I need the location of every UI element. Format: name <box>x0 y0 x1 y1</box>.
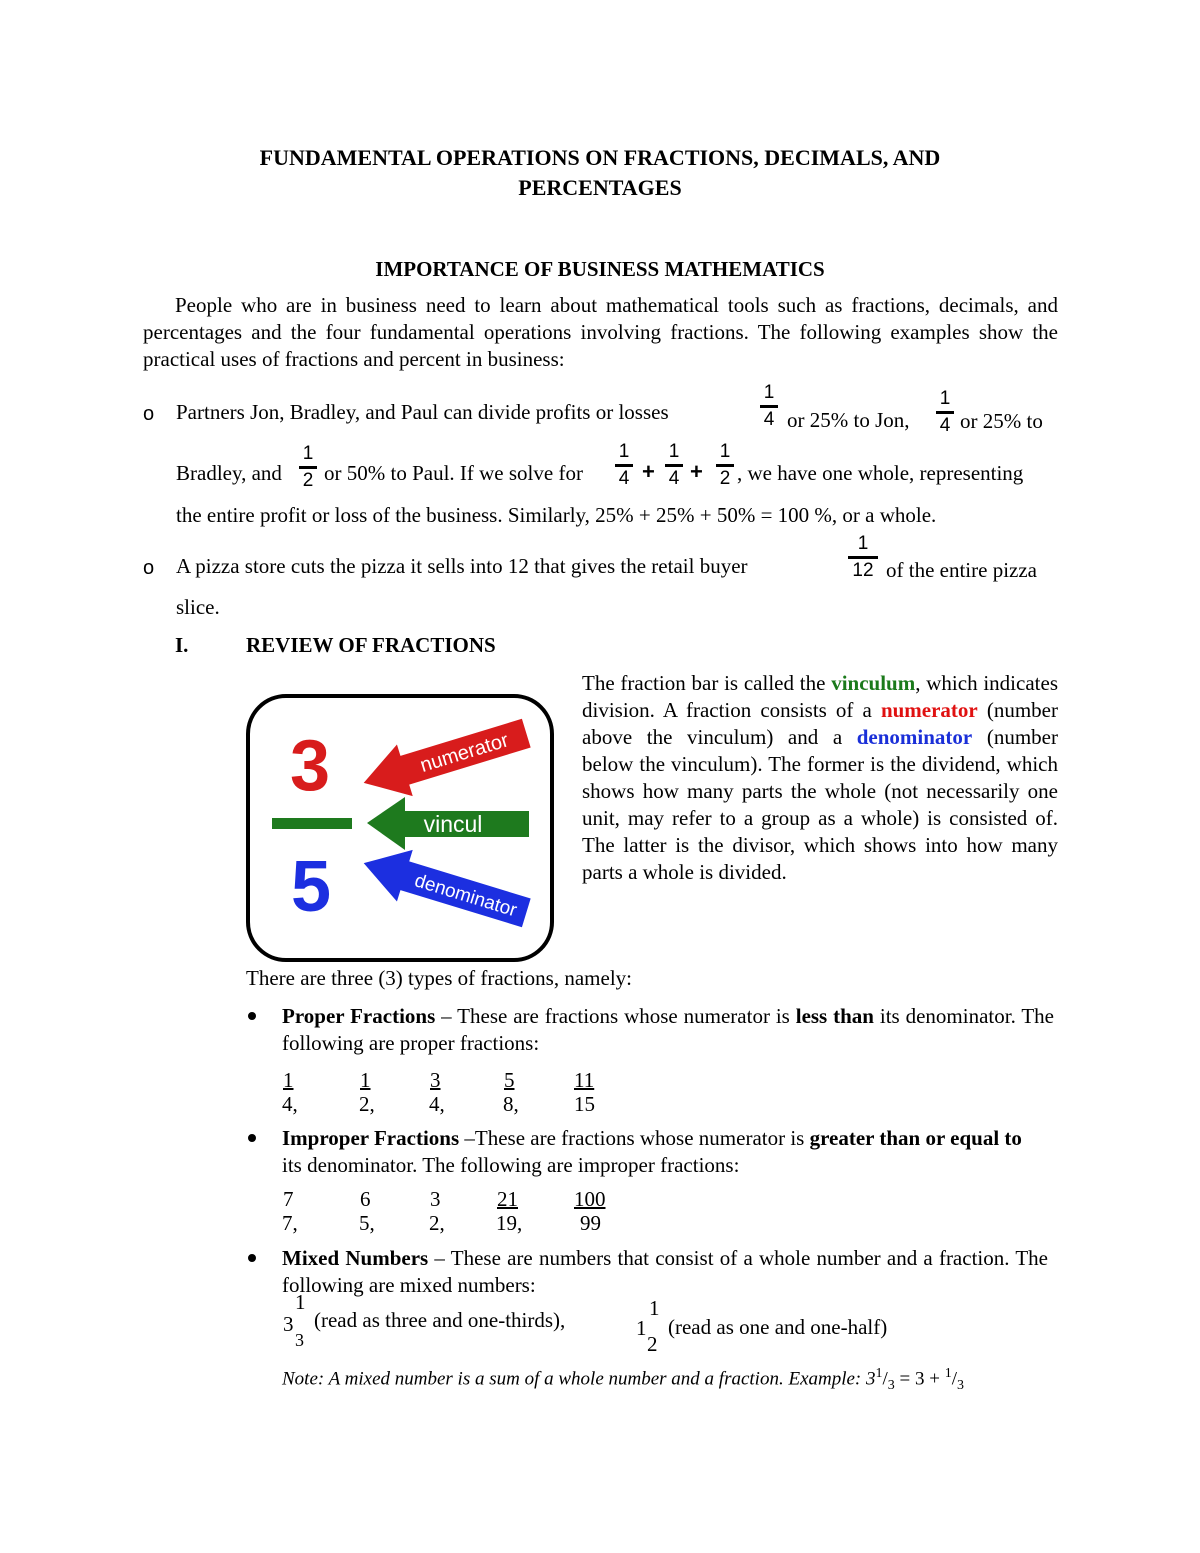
note-sup: 1 <box>944 1366 952 1381</box>
section-heading-importance: IMPORTANCE OF BUSINESS MATHEMATICS <box>375 257 825 281</box>
fraction-numerator: 100 <box>574 1187 606 1211</box>
fraction-numerator: 1 <box>283 1068 294 1092</box>
proper-label: Proper Fractions <box>282 1004 436 1028</box>
note-sub: 3 <box>887 1378 895 1394</box>
desc-text: , which indicates division. A fraction consists of a <box>582 671 1058 722</box>
fraction-numerator: 1 <box>360 1068 371 1092</box>
bullet2-text-c: slice. <box>176 595 220 619</box>
mixed1-reading: (read as three and one-thirds), <box>314 1308 566 1332</box>
bullet-marker: o <box>143 403 155 425</box>
proper-text: – These are fractions whose numerator is <box>435 1004 796 1028</box>
bullet1-text-f: , we have one whole, representing <box>737 461 1024 485</box>
note-text: Note: A mixed number is a sum of a whole number and a fraction. Example: 3 <box>282 1368 876 1390</box>
plus-sign: + <box>690 459 703 484</box>
note-text: = 3 + <box>894 1368 945 1390</box>
fraction-one-quarter: 1 4 <box>615 442 633 489</box>
mixed2-numerator: 1 <box>649 1296 660 1320</box>
bullet1-text-g: the entire profit or loss of the business. Similarly, 25% + 25% + 50% = 100 %, or a whole. <box>176 503 937 527</box>
fraction-numerator: 6 <box>360 1187 371 1211</box>
plus-sign: + <box>642 459 655 484</box>
bullet2-text-a: A pizza store cuts the pizza it sells into 12 that gives the retail buyer <box>176 554 748 578</box>
fraction-denominator: 7, <box>282 1211 298 1235</box>
mixed2-denominator: 2 <box>647 1332 658 1356</box>
fraction-numerator: 3 <box>430 1068 441 1092</box>
term-denominator: denominator <box>856 725 973 749</box>
fraction-numerator: 21 <box>497 1187 518 1211</box>
desc-text: The fraction bar is called the <box>582 671 832 695</box>
note-sup: 1 <box>875 1366 883 1381</box>
bullet1-text-d: Bradley, and <box>176 461 282 485</box>
improper-label: Improper Fractions <box>282 1126 460 1150</box>
mixed2-whole: 1 <box>636 1316 647 1340</box>
bullet1-text-c: or 25% to <box>960 409 1043 433</box>
diagram-vinculum-bar <box>272 818 352 829</box>
bullet1-text-b: or 25% to Jon, <box>787 408 910 432</box>
vinculum-arrow-label: vincul <box>423 811 483 837</box>
mixed1-numerator: 1 <box>295 1290 306 1314</box>
types-intro: There are three (3) types of fractions, namely: <box>246 966 632 990</box>
numerator-arrow-label: numerator <box>417 729 512 777</box>
mixed-label: Mixed Numbers <box>282 1246 429 1270</box>
improper-fractions-item <box>282 1125 1042 1179</box>
fraction-denominator: 8, <box>503 1092 519 1116</box>
fraction-one-quarter: 1 4 <box>760 383 778 430</box>
fraction-one-twelfth: 1 12 <box>848 534 878 581</box>
diagram-numerator-digit: 3 <box>289 726 331 806</box>
mixed-number-note <box>282 1366 964 1394</box>
bullet1-text-e: or 50% to Paul. If we solve for <box>324 461 583 485</box>
improper-text: –These are fractions whose numerator is <box>459 1126 810 1150</box>
note-slash: / <box>951 1368 958 1390</box>
fraction-numerator: 7 <box>283 1187 294 1211</box>
bullet-dot <box>248 1134 256 1142</box>
mixed2-reading: (read as one and one-half) <box>668 1315 888 1339</box>
fraction-denominator: 2, <box>359 1092 375 1116</box>
term-numerator: numerator <box>880 698 978 722</box>
note-slash: / <box>882 1368 888 1390</box>
note-sub: 3 <box>957 1378 965 1394</box>
fraction-denominator: 15 <box>574 1092 595 1116</box>
bullet2-text-b: of the entire pizza <box>886 558 1037 582</box>
fraction-one-quarter: 1 4 <box>665 442 683 489</box>
mixed1-whole: 3 <box>283 1312 294 1336</box>
improper-emphasis: greater than or equal to <box>809 1126 1022 1150</box>
bullet1-text-a: Partners Jon, Bradley, and Paul can divide profits or losses <box>176 400 669 424</box>
fraction-one-half: 1 2 <box>299 444 317 491</box>
intro-paragraph: People who are in business need to learn about mathematical tools such as fractions, decimals, and percentages and the four fundamental operations involving fractions. The following examples show the practical uses of fractions and percent in business: <box>143 293 1058 371</box>
proper-text: its denominator. The following are proper fractions: <box>282 1004 1054 1055</box>
mixed-text: – These are numbers that consist of a whole number and a fraction. The following are mixed numbers: <box>282 1246 1048 1297</box>
fraction-one-half: 1 2 <box>716 442 734 489</box>
fraction-numerator: 3 <box>430 1187 441 1211</box>
fraction-denominator: 2, <box>429 1211 445 1235</box>
term-vinculum: vinculum <box>831 671 916 695</box>
denominator-arrow-label: denominator <box>412 870 520 922</box>
fraction-denominator: 4, <box>282 1092 298 1116</box>
proper-emphasis: less than <box>795 1004 874 1028</box>
mixed1-denominator: 3 <box>295 1330 304 1350</box>
desc-text: (number below the vinculum). The former is the dividend, which shows how many parts the whole (not necessarily one unit, may refer to a group as a whole) is consisted of. The latter is the divisor, which shows into how many parts a whole is divided. <box>582 725 1058 884</box>
improper-text: its denominator. The following are improper fractions: <box>282 1153 740 1177</box>
document-title-line2: PERCENTAGES <box>518 175 682 200</box>
desc-text: (number above the vinculum) and a <box>582 698 1058 749</box>
fraction-parts-diagram <box>245 693 555 963</box>
diagram-denominator-digit: 5 <box>290 847 332 927</box>
section-heading-review: REVIEW OF FRACTIONS <box>246 633 496 657</box>
proper-fractions-item <box>282 1003 1054 1057</box>
fraction-denominator: 19, <box>496 1211 523 1235</box>
section-number: I. <box>175 633 189 657</box>
bullet-dot <box>248 1254 256 1262</box>
fraction-numerator: 11 <box>574 1068 595 1092</box>
fraction-one-quarter: 1 4 <box>936 389 954 436</box>
fraction-denominator: 4, <box>429 1092 445 1116</box>
fraction-denominator: 5, <box>359 1211 375 1235</box>
bullet-marker: o <box>143 557 155 579</box>
fraction-denominator: 99 <box>580 1211 601 1235</box>
bullet-dot <box>248 1012 256 1020</box>
document-title-line1: FUNDAMENTAL OPERATIONS ON FRACTIONS, DECIMALS, AND <box>259 145 941 170</box>
fraction-numerator: 5 <box>504 1068 515 1092</box>
fraction-description <box>582 670 1058 886</box>
mixed-examples <box>283 1290 943 1360</box>
